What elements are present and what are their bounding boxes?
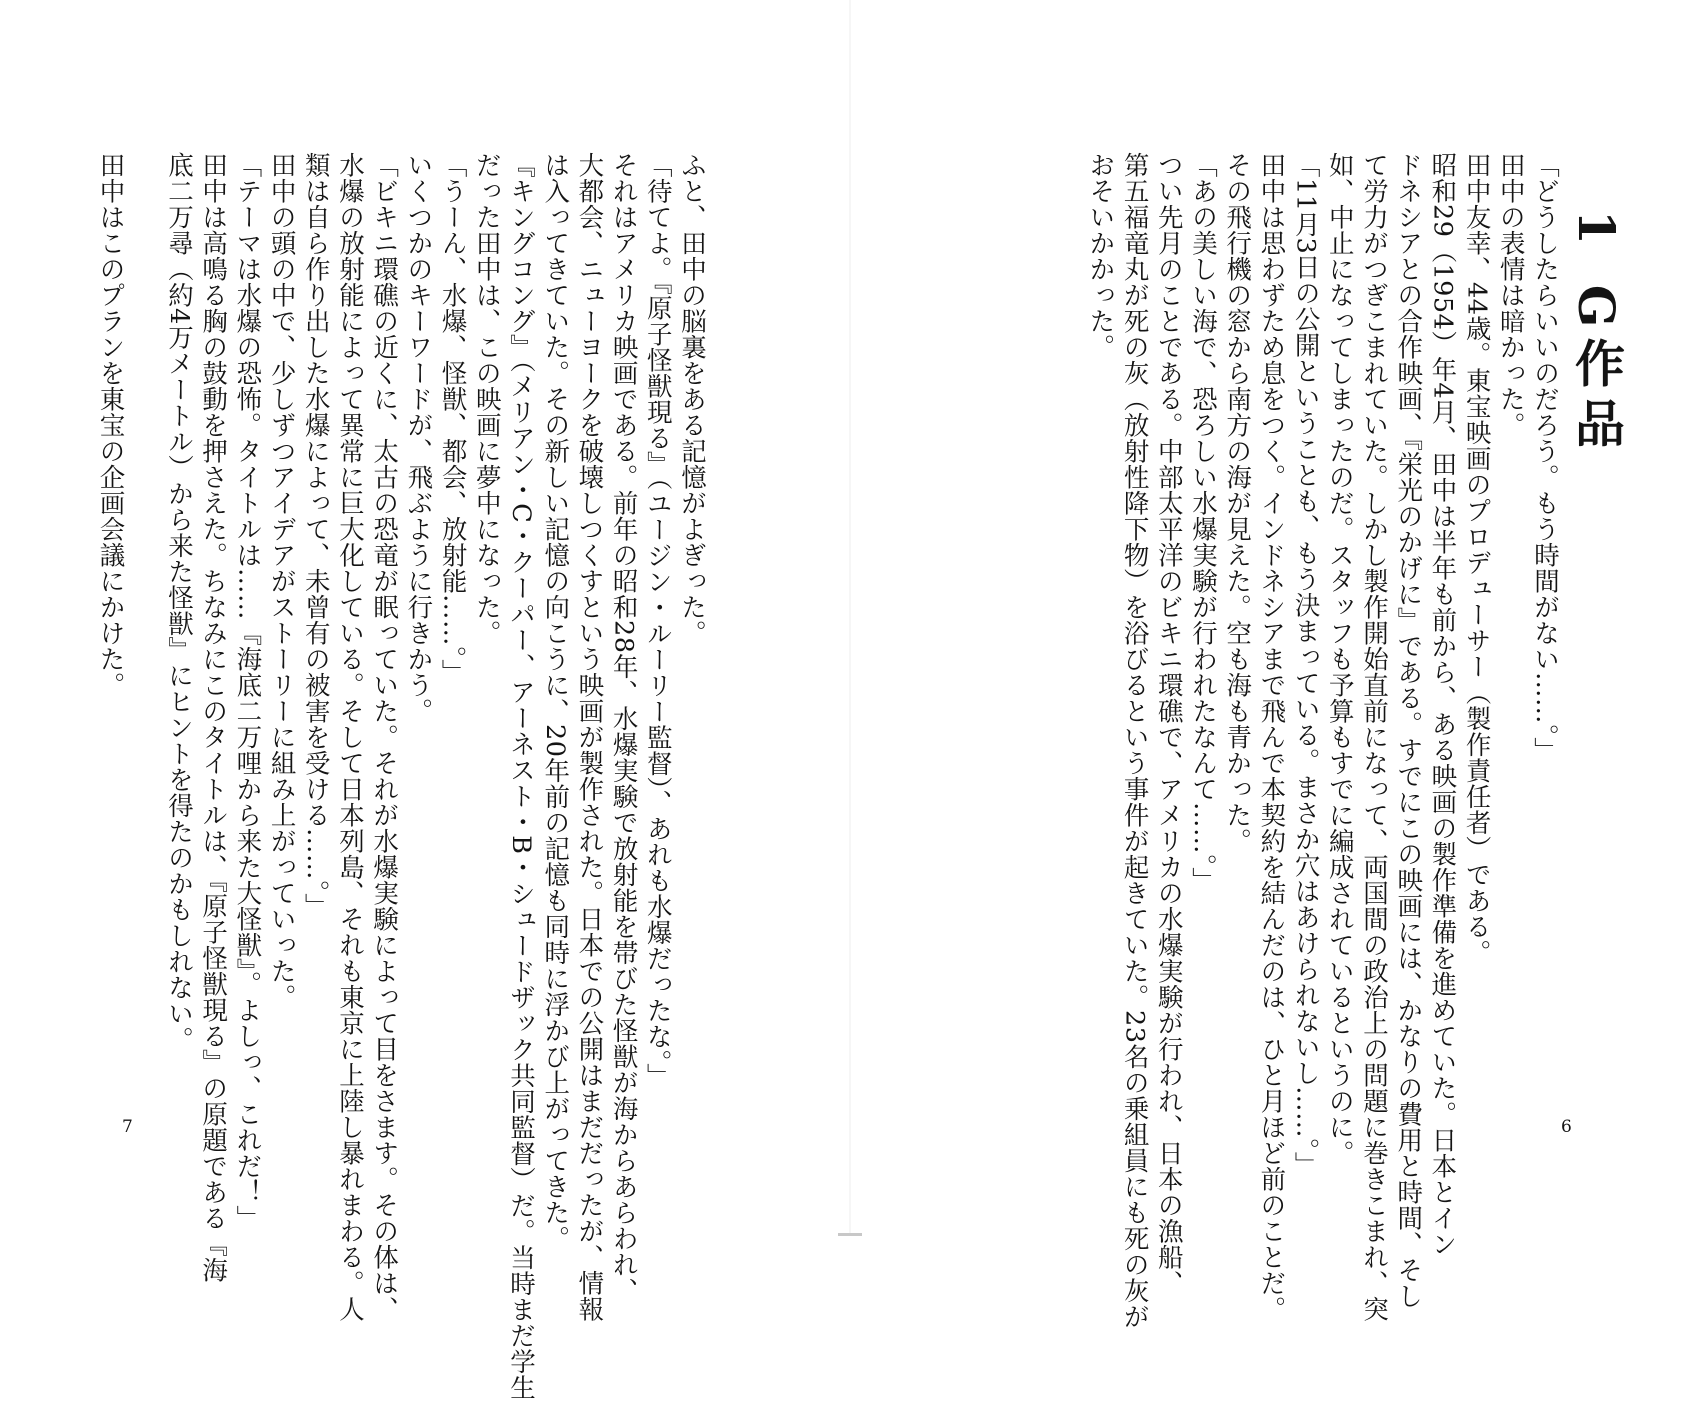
text-line: ふと、田中の脳裏をある記憶がよぎった。 bbox=[677, 152, 707, 646]
text-line: 田中は思わずため息をつく。インドネシアまで飛んで本契約を結んだのは、ひと月ほど前のことだ。 bbox=[1256, 152, 1287, 1322]
page-right bbox=[851, 0, 1700, 1330]
text-line: 底二万尋（約4万メートル）から来た怪獣』にヒントを得たのかもしれない。 bbox=[163, 152, 194, 1053]
text-line: 田中は高鳴る胸の鼓動を押さえた。ちなみにこのタイトルは、『原子怪獣現る』の原題である『海 bbox=[198, 152, 229, 1284]
text-line: 「あの美しい海で、恐ろしい水爆実験が行われたなんて……。」 bbox=[1187, 152, 1218, 894]
text-line: 田中の頭の中で、少しずつアイデアがストーリーに組み上がっていった。 bbox=[266, 152, 297, 1010]
text-line: 類は自ら作り出した水爆によって、未曾有の被害を受ける……。」 bbox=[300, 152, 331, 920]
text-line: だった田中は、この映画に夢中になった。 bbox=[471, 152, 502, 646]
text-line: いくつかのキーワードが、飛ぶように行きかう。 bbox=[403, 152, 434, 724]
text-line: 田中友幸、44歳。東宝映画のプロデューサー（製作責任者）である。 bbox=[1461, 152, 1492, 966]
text-line: 水爆の放射能によって異常に巨大化している。そして日本列島、それも東京に上陸し暴れまわる。人 bbox=[334, 152, 365, 1322]
page-number: 6 bbox=[1561, 1117, 1572, 1137]
text-line: 「11月3日の公開ということも、もう決まっている。まさか穴はあけられないし……。」 bbox=[1290, 152, 1321, 1178]
text-line: 『キングコング』（メリアン・C・クーパー、アーネスト・B・シュードザック共同監督）だ。当時まだ学生 bbox=[505, 152, 536, 1401]
text-line: 「ビキニ環礁の近くに、太古の恐竜が眠っていた。それが水爆実験によって目をさます。その体は、 bbox=[369, 152, 400, 1322]
body-text-left bbox=[95, 152, 709, 1401]
text-line: は入ってきていた。その新しい記憶の向こうに、20年前の記憶も同時に浮かび上がってきた。 bbox=[540, 152, 571, 1252]
text-line: て労力がつぎこまれていた。しかし製作開始直前になって、両国間の政治上の問題に巻きこまれ、突 bbox=[1358, 152, 1389, 1322]
page-left bbox=[0, 0, 849, 1401]
chapter-title-text: G作品 bbox=[1567, 284, 1626, 458]
text-line: その飛行機の窓から南方の海が見えた。空も海も青かった。 bbox=[1222, 152, 1253, 854]
page-number: 7 bbox=[122, 1117, 133, 1137]
text-line: それはアメリカ映画である。前年の昭和28年、水爆実験で放射能を帯びた怪獣が海からあらわれ、 bbox=[608, 152, 639, 1304]
blank-line bbox=[128, 152, 162, 1112]
text-line: 田中の表情は暗かった。 bbox=[1495, 152, 1526, 438]
chapter-heading bbox=[1551, 210, 1641, 458]
text-line: 如、中止になってしまったのだ。スタッフも予算もすでに編成されているというのに。 bbox=[1324, 152, 1355, 1166]
text-line: 「待てよ。『原子怪獣現る』（ユージン・ルーリー監督）、あれも水爆だったな。」 bbox=[642, 152, 673, 1089]
text-line: 「テーマは水爆の恐怖。タイトルは……『海底二万哩から来た大怪獣』。よしっ、これだ！」 bbox=[232, 152, 263, 1232]
chapter-number: 1 bbox=[1567, 210, 1626, 285]
text-line: 「うーん、水爆、怪獣、都会、放射能……。」 bbox=[437, 152, 468, 686]
text-line: おそいかかった。 bbox=[1085, 152, 1116, 360]
bottom-edge-mark bbox=[838, 1233, 862, 1236]
text-line: ドネシアとの合作映画、『栄光のかげに』である。すでにこの映画には、かなりの費用と時間、そし bbox=[1393, 152, 1424, 1310]
text-line: 第五福竜丸が死の灰（放射性降下物）を浴びるという事件が起きていた。23名の乗組員にも死の灰が bbox=[1119, 152, 1150, 1330]
text-line: 「どうしたらいいのだろう。もう時間がない……。」 bbox=[1530, 152, 1560, 764]
text-line: 田中はこのプランを東宝の企画会議にかけた。 bbox=[95, 152, 126, 698]
text-line: 昭和29（1954）年4月、田中は半年も前から、ある映画の製作準備を進めていた。日本とイン bbox=[1427, 152, 1458, 1258]
text-line: 大都会、ニューヨークを破壊しつくすという映画が製作された。日本での公開はまだだったが、情報 bbox=[574, 152, 605, 1322]
body-text-right bbox=[1082, 152, 1562, 1330]
text-line: つい先月のことである。中部太平洋のビキニ環礁で、アメリカの水爆実験が行われ、日本の漁船、 bbox=[1153, 152, 1184, 1296]
